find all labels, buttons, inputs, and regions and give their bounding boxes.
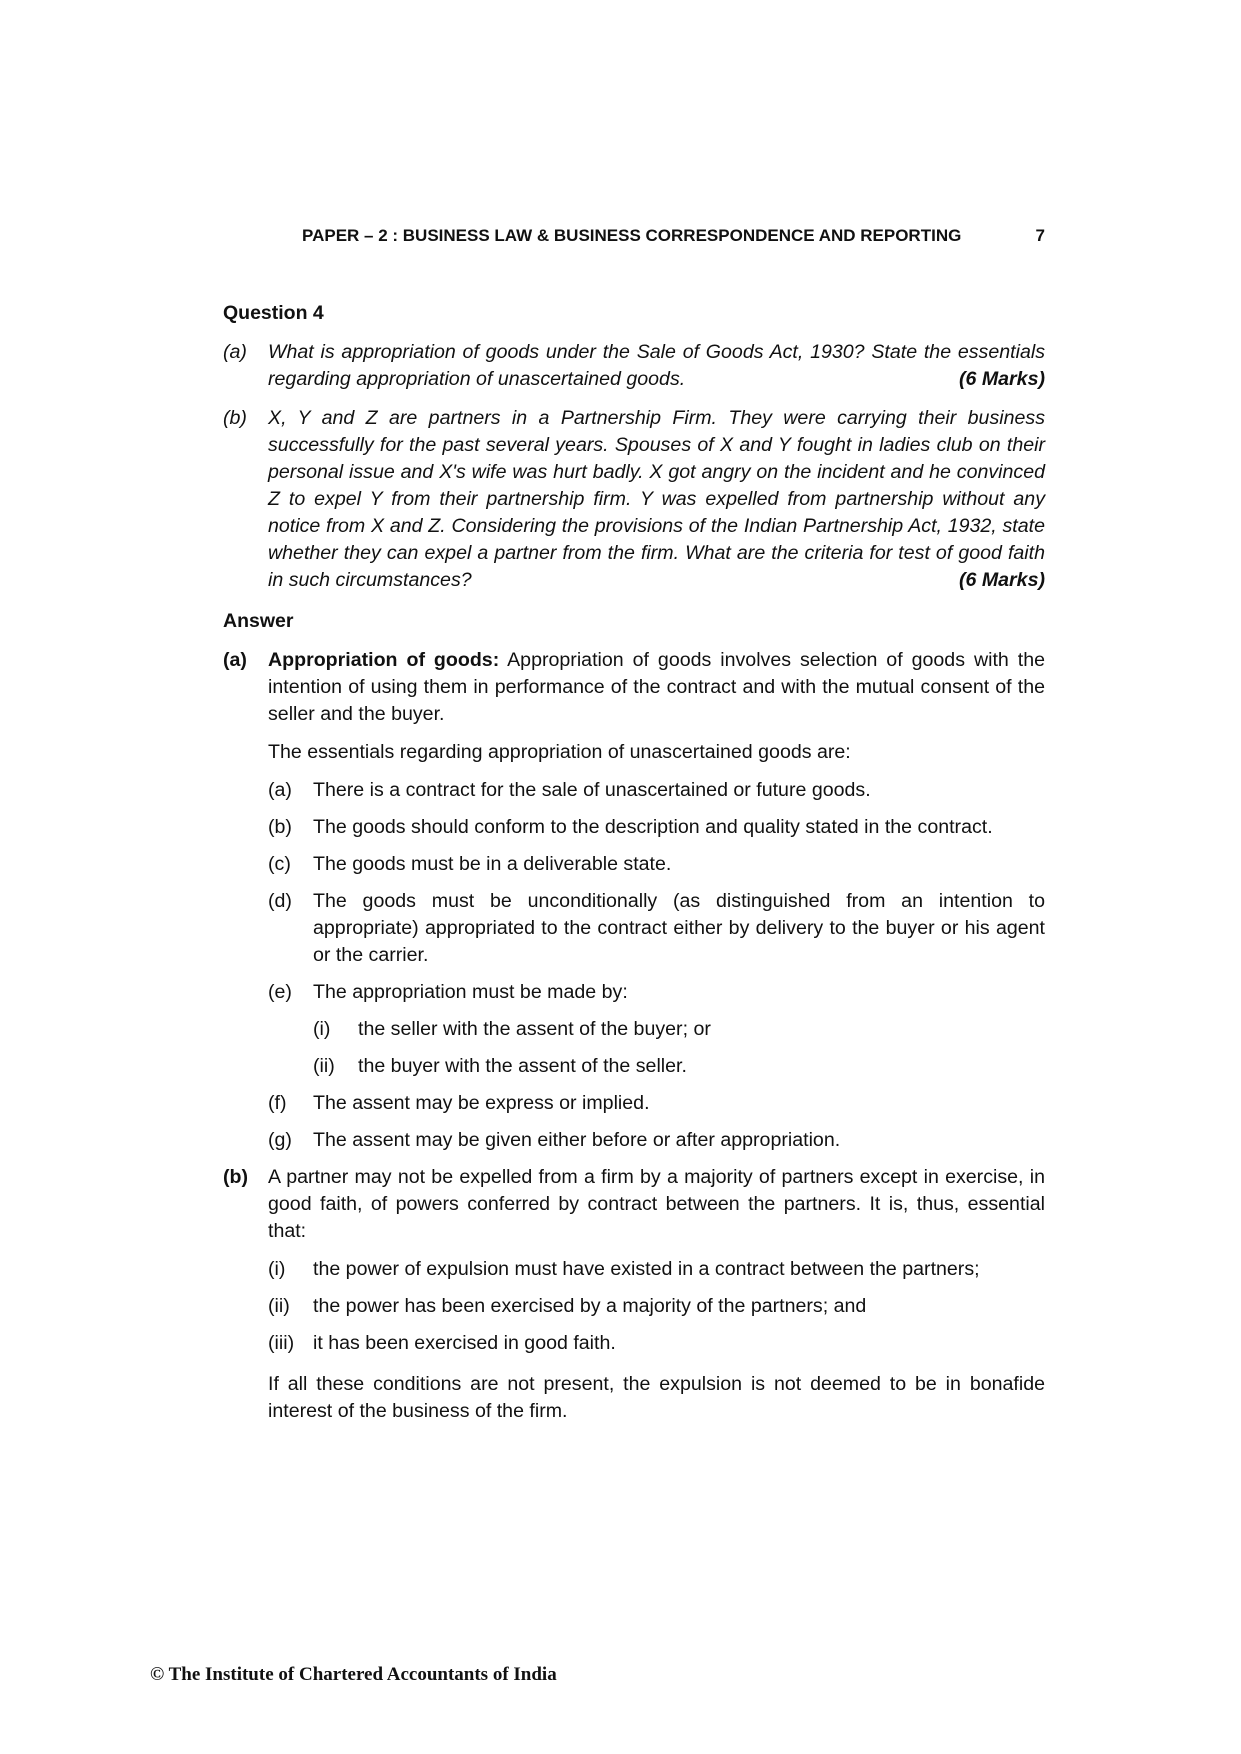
list-label: (b) [268,816,292,838]
question-text: What is appropriation of goods under the Sale of Goods Act, 1930? State the essentials regarding appropriation of unascertained goods. [268,341,1045,390]
question-item-b [223,405,1045,594]
list-text: The appropriation must be made by: [313,981,628,1003]
list-label: (g) [268,1129,292,1151]
list-label: (d) [268,890,292,912]
paper-title: PAPER – 2 : BUSINESS LAW & BUSINESS CORRESPONDENCE AND REPORTING [302,226,962,245]
list-label: (c) [268,853,291,875]
page-content [223,300,1045,1436]
answer-lead: Appropriation of goods: [268,649,500,671]
sub-list-label: (ii) [313,1055,335,1077]
list-label: (a) [268,779,292,801]
list-text: There is a contract for the sale of unascertained or future goods. [313,779,871,801]
list-label: (f) [268,1092,287,1114]
list-item [268,1090,1045,1117]
essentials-intro: The essentials regarding appropriation of unascertained goods are: [268,741,851,763]
list-item [268,814,1045,841]
sub-list-text: the seller with the assent of the buyer; or [358,1018,711,1040]
answer-part-b [223,1164,1045,1425]
list-item [268,1293,1045,1320]
list-text: The goods should conform to the description and quality stated in the contract. [313,816,993,838]
question-label: (a) [223,341,247,363]
list-label: (iii) [268,1332,295,1354]
list-item [268,1127,1045,1154]
list-label: (e) [268,981,292,1003]
page-number: 7 [1035,226,1045,245]
list-text: The goods must be unconditionally (as distinguished from an intention to appropriate) appropriated to the contract either by delivery to the buyer or his agent or the carrier. [313,890,1045,966]
list-label: (ii) [268,1295,290,1317]
list-item [268,1330,1045,1357]
list-item [268,777,1045,804]
list-text: The assent may be express or implied. [313,1092,650,1114]
list-item [268,1256,1045,1283]
sub-list-item [313,1016,1045,1043]
list-text: The goods must be in a deliverable state. [313,853,672,875]
list-item [268,888,1045,969]
sub-list-label: (i) [313,1018,331,1040]
sub-list-text: the buyer with the assent of the seller. [358,1055,687,1077]
sub-list-item [313,1053,1045,1080]
answer-part-a [223,647,1045,1154]
list-label: (i) [268,1258,286,1280]
copyright-footer: © The Institute of Chartered Accountants of India [150,1664,557,1685]
list-text: The assent may be given either before or after appropriation. [313,1129,841,1151]
question-marks: (6 Marks) [958,368,1045,390]
answer-label: (a) [223,649,247,671]
list-item [268,979,1045,1080]
answer-heading: Answer [223,610,294,632]
question-heading: Question 4 [223,302,324,324]
question-item-a [223,339,1045,393]
answer-text: A partner may not be expelled from a firm by a majority of partners except in exercise, in good faith, of powers conferred by contract between the partners. It is, thus, essential that: [268,1166,1045,1242]
conclusion: If all these conditions are not present, the expulsion is not deemed to be in bonafide interest of the business of the firm. [268,1373,1045,1422]
list-item [268,851,1045,878]
answer-text: Appropriation of goods involves selection of goods with the intention of using them in performance of the contract and with the mutual consent of the seller and the buyer. [268,649,1045,725]
list-text: the power of expulsion must have existed in a contract between the partners; [313,1258,980,1280]
question-text: X, Y and Z are partners in a Partnership Firm. They were carrying their business successfully for the past several years. Spouses of X and Y fought in ladies club on their personal issue and X's wife was hurt badly. X got angry on the incident and he convinced Z to expel Y from their partnership firm. Y was expelled from partnership without any notice from X and Z. Considering the provisions of the Indian Partnership Act, 1932, state whether they can expel a partner from the firm. What are the criteria for test of good faith in such circumstances? [268,407,1045,591]
question-label: (b) [223,407,247,429]
answer-label: (b) [223,1166,249,1188]
list-text: the power has been exercised by a majority of the partners; and [313,1295,867,1317]
list-text: it has been exercised in good faith. [313,1332,616,1354]
page-header [302,226,1045,246]
question-marks: (6 Marks) [958,569,1045,591]
